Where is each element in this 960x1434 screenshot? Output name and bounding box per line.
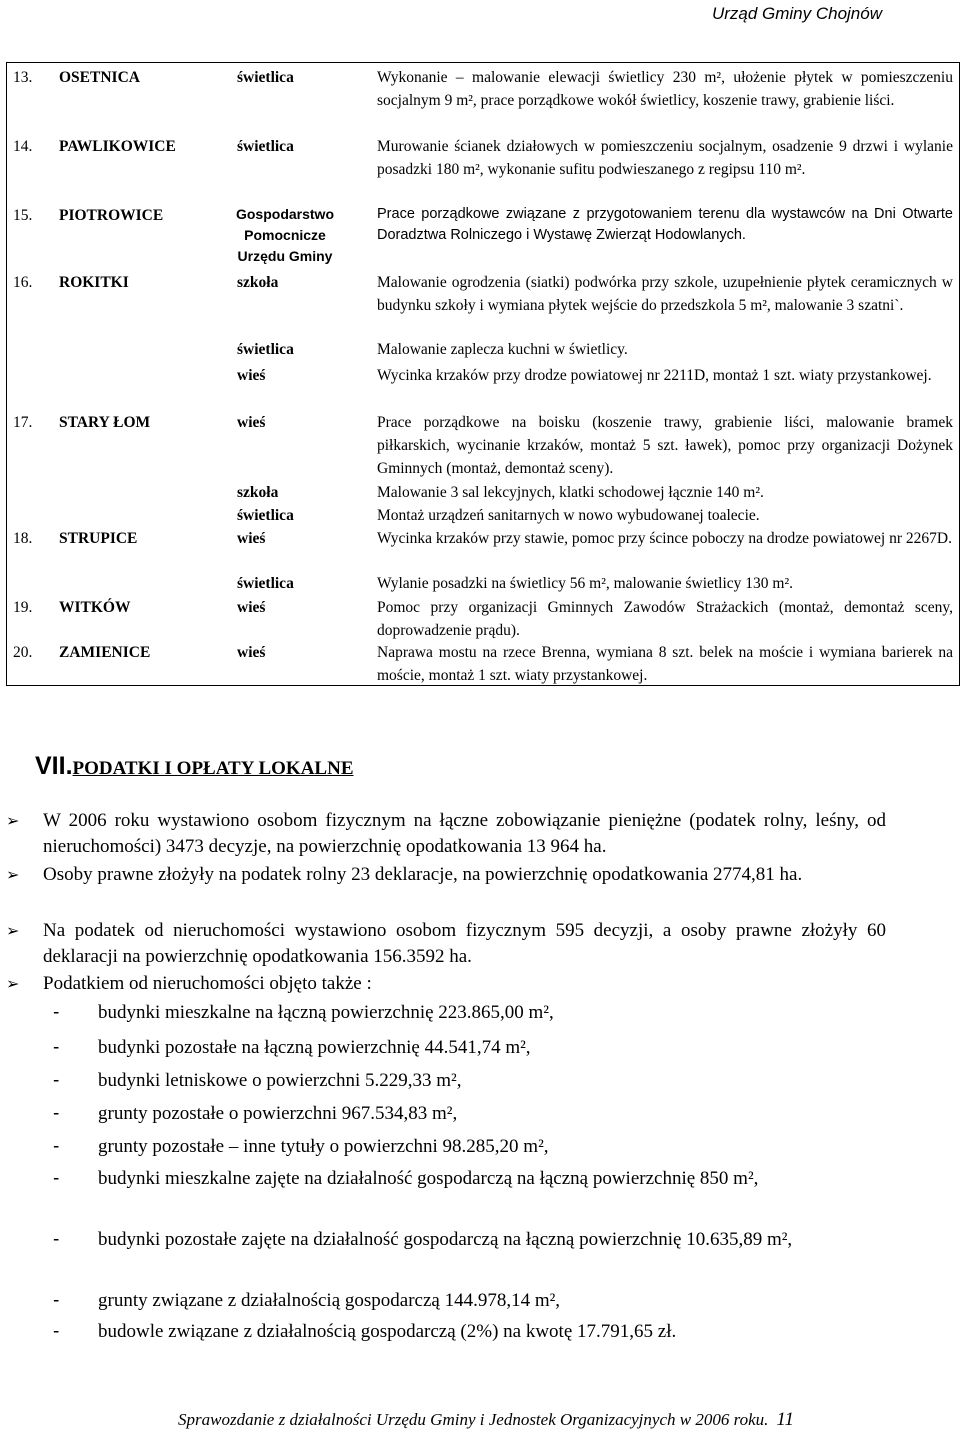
section-heading [35,752,354,781]
facility-type: świetlica [237,575,294,592]
row-number: 20. [13,644,33,661]
facility-type: wieś [237,599,266,616]
arrow-bullet-icon: ➢ [6,865,20,884]
work-description: Naprawa mostu na rzece Brenna, wymiana 8 szt. belek na moście i wymiana barierek na moście, montaż 1 szt. wiaty przystankowej. [377,644,953,684]
work-description: Prace porządkowe związane z przygotowaniem terenu dla wystawców na Dni Otwarte Doradztwa Rolniczego i Wystawę Zwierząt Hodowlanych. [377,206,953,243]
dash-item-text: grunty pozostałe o powierzchni 967.534,83 m², [98,1103,458,1124]
section-number: VII. [35,752,73,780]
row-number: 15. [13,207,33,224]
village-name: WITKÓW [59,599,131,616]
dash-item-text: grunty związane z działalnością gospodarczą 144.978,14 m², [98,1290,561,1311]
village-name: PIOTROWICE [59,207,164,224]
work-description: Murowanie ścianek działowych w pomieszczeniu socjalnym, osadzenie 9 drzwi i wylanie posadzki 180 m², wykonanie sufitu podwieszanego z regipsu 110 m². [377,138,953,178]
row-number: 14. [13,138,33,155]
work-description: Pomoc przy organizacji Gminnych Zawodów Strażackich (montaż, demontaż sceny, doprowadzenie prądu). [377,599,953,639]
village-name: STRUPICE [59,530,138,547]
facility-type: wieś [237,414,266,431]
facility-type: szkoła [237,274,279,291]
work-description: Prace porządkowe na boisku (koszenie trawy, grabienie liści, malowanie bramek piłkarskich, wycinanie krzaków, montaż 5 szt. ławek), pomoc przy organizacji Dożynek Gminnych (montaż, demontaż sceny). [377,414,953,477]
work-description: Wycinka krzaków przy drodze powiatowej nr 2211D, montaż 1 szt. wiaty przystankowej. [377,367,932,384]
dash-item-text: budynki pozostałe na łączną powierzchnię 44.541,74 m², [98,1037,531,1058]
facility-type: Gospodarstwo Pomocnicze Urzędu Gminy [235,206,334,264]
work-description: Montaż urządzeń sanitarnych w nowo wybudowanej toalecie. [377,507,760,524]
village-name: ZAMIENICE [59,644,151,661]
row-number: 16. [13,274,33,291]
arrow-bullet-icon: ➢ [6,974,20,993]
facility-type: świetlica [237,138,294,155]
dash-item-text: budynki letniskowe o powierzchni 5.229,33 m², [98,1070,462,1091]
dash-item-text: budynki mieszkalne na łączną powierzchnię 223.865,00 m², [98,1002,554,1023]
facility-type: świetlica [237,507,294,524]
village-name: PAWLIKOWICE [59,138,176,155]
work-description: Malowanie ogrodzenia (siatki) podwórka przy szkole, uzupełnienie płytek ceramicznych w budynku szkoły i wymiana płytek wejście do przedszkola 5 m², malowanie 3 szatni`. [377,274,953,314]
village-name: ROKITKI [59,274,129,291]
footer-text: Sprawozdanie z działalności Urzędu Gminy i Jednostek Organizacyjnych w 2006 roku. [178,1410,769,1429]
facility-type: szkoła [237,484,279,501]
row-number: 17. [13,414,33,431]
village-name: STARY ŁOM [59,414,151,431]
arrow-bullet-icon: ➢ [6,811,20,830]
bullet-text: Na podatek od nieruchomości wystawiono osobom fizycznym 595 decyzji, a osoby prawne złożyły 60 deklaracji na powierzchnię opodatkowania 156.3592 ha. [43,920,886,967]
work-description: Wylanie posadzki na świetlicy 56 m², malowanie świetlicy 130 m². [377,575,794,592]
bullet-text: Podatkiem od nieruchomości objęto także : [43,973,372,994]
facility-type: wieś [237,644,266,661]
village-name: OSETNICA [59,69,140,86]
work-description: Wykonanie – malowanie elewacji świetlicy 230 m², ułożenie płytek w pomieszczeniu socjalnym 9 m², prace porządkowe wokół świetlicy, koszenie trawy, grabienie liści. [377,69,953,109]
section-title: PODATKI I OPŁATY LOKALNE [72,758,354,779]
bullet-text: W 2006 roku wystawiono osobom fizycznym na łączne zobowiązanie pieniężne (podatek rolny, leśny, od nieruchomości) 3473 decyzje, na powierzchnię opodatkowania 13 964 ha. [43,810,886,857]
row-number: 18. [13,530,33,547]
work-description: Malowanie 3 sal lekcyjnych, klatki schodowej łącznie 140 m². [377,484,764,501]
row-number: 19. [13,599,33,616]
dash-item-text: budowle związane z działalnością gospodarczą (2%) na kwotę 17.791,65 zł. [98,1321,677,1342]
facility-type: świetlica [237,69,294,86]
page-footer [178,1409,794,1431]
arrow-bullet-icon: ➢ [6,921,20,940]
works-table [6,62,960,686]
bullet-text: Osoby prawne złożyły na podatek rolny 23 deklaracje, na powierzchnię opodatkowania 2774,81 ha. [43,864,803,885]
facility-type: świetlica [237,341,294,358]
work-description: Malowanie zaplecza kuchni w świetlicy. [377,341,628,358]
dash-item-text: budynki pozostałe zajęte na działalność gospodarczą na łączną powierzchnię 10.635,89 m², [98,1229,793,1250]
dash-item-text: budynki mieszkalne zajęte na działalność gospodarczą na łączną powierzchnię 850 m², [98,1168,759,1189]
facility-type: wieś [237,530,266,547]
page-header: Urząd Gminy Chojnów [711,4,882,23]
page-number: 11 [776,1409,794,1430]
row-number: 13. [13,69,33,86]
facility-type: wieś [237,367,266,384]
dash-item-text: grunty pozostałe – inne tytuły o powierzchni 98.285,20 m², [98,1136,549,1157]
work-description: Wycinka krzaków przy stawie, pomoc przy ścince poboczy na drodze powiatowej nr 2267D. [377,530,952,547]
